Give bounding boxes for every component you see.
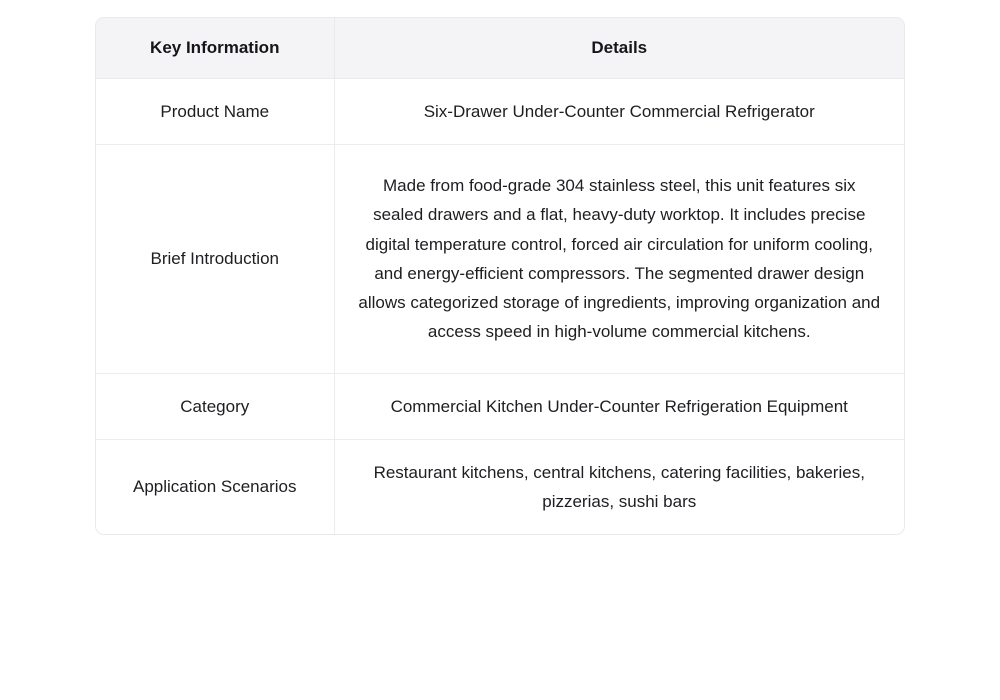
row-value-product-name: Six-Drawer Under-Counter Commercial Refrigerator bbox=[334, 79, 904, 145]
table-body bbox=[96, 79, 904, 535]
row-key-category: Category bbox=[96, 373, 334, 439]
row-value-application-scenarios: Restaurant kitchens, central kitchens, catering facilities, bakeries, pizzerias, sushi bars bbox=[334, 439, 904, 534]
column-header-details: Details bbox=[334, 18, 904, 79]
row-value-category: Commercial Kitchen Under-Counter Refrigeration Equipment bbox=[334, 373, 904, 439]
table-row bbox=[96, 145, 904, 373]
row-key-application-scenarios: Application Scenarios bbox=[96, 439, 334, 534]
column-header-key-information: Key Information bbox=[96, 18, 334, 79]
table-row bbox=[96, 373, 904, 439]
table-header bbox=[96, 18, 904, 79]
table-header-row bbox=[96, 18, 904, 79]
product-specification-table bbox=[96, 18, 904, 534]
row-value-brief-introduction: Made from food-grade 304 stainless steel, this unit features six sealed drawers and a flat, heavy-duty worktop. It includes precise digital temperature control, forced air circulation for uniform cooling, and energy-efficient compressors. The segmented drawer design allows categorized storage of ingredients, improving organization and access speed in high-volume commercial kitchens. bbox=[334, 145, 904, 373]
table-row bbox=[96, 79, 904, 145]
row-key-brief-introduction: Brief Introduction bbox=[96, 145, 334, 373]
table-row bbox=[96, 439, 904, 534]
row-key-product-name: Product Name bbox=[96, 79, 334, 145]
